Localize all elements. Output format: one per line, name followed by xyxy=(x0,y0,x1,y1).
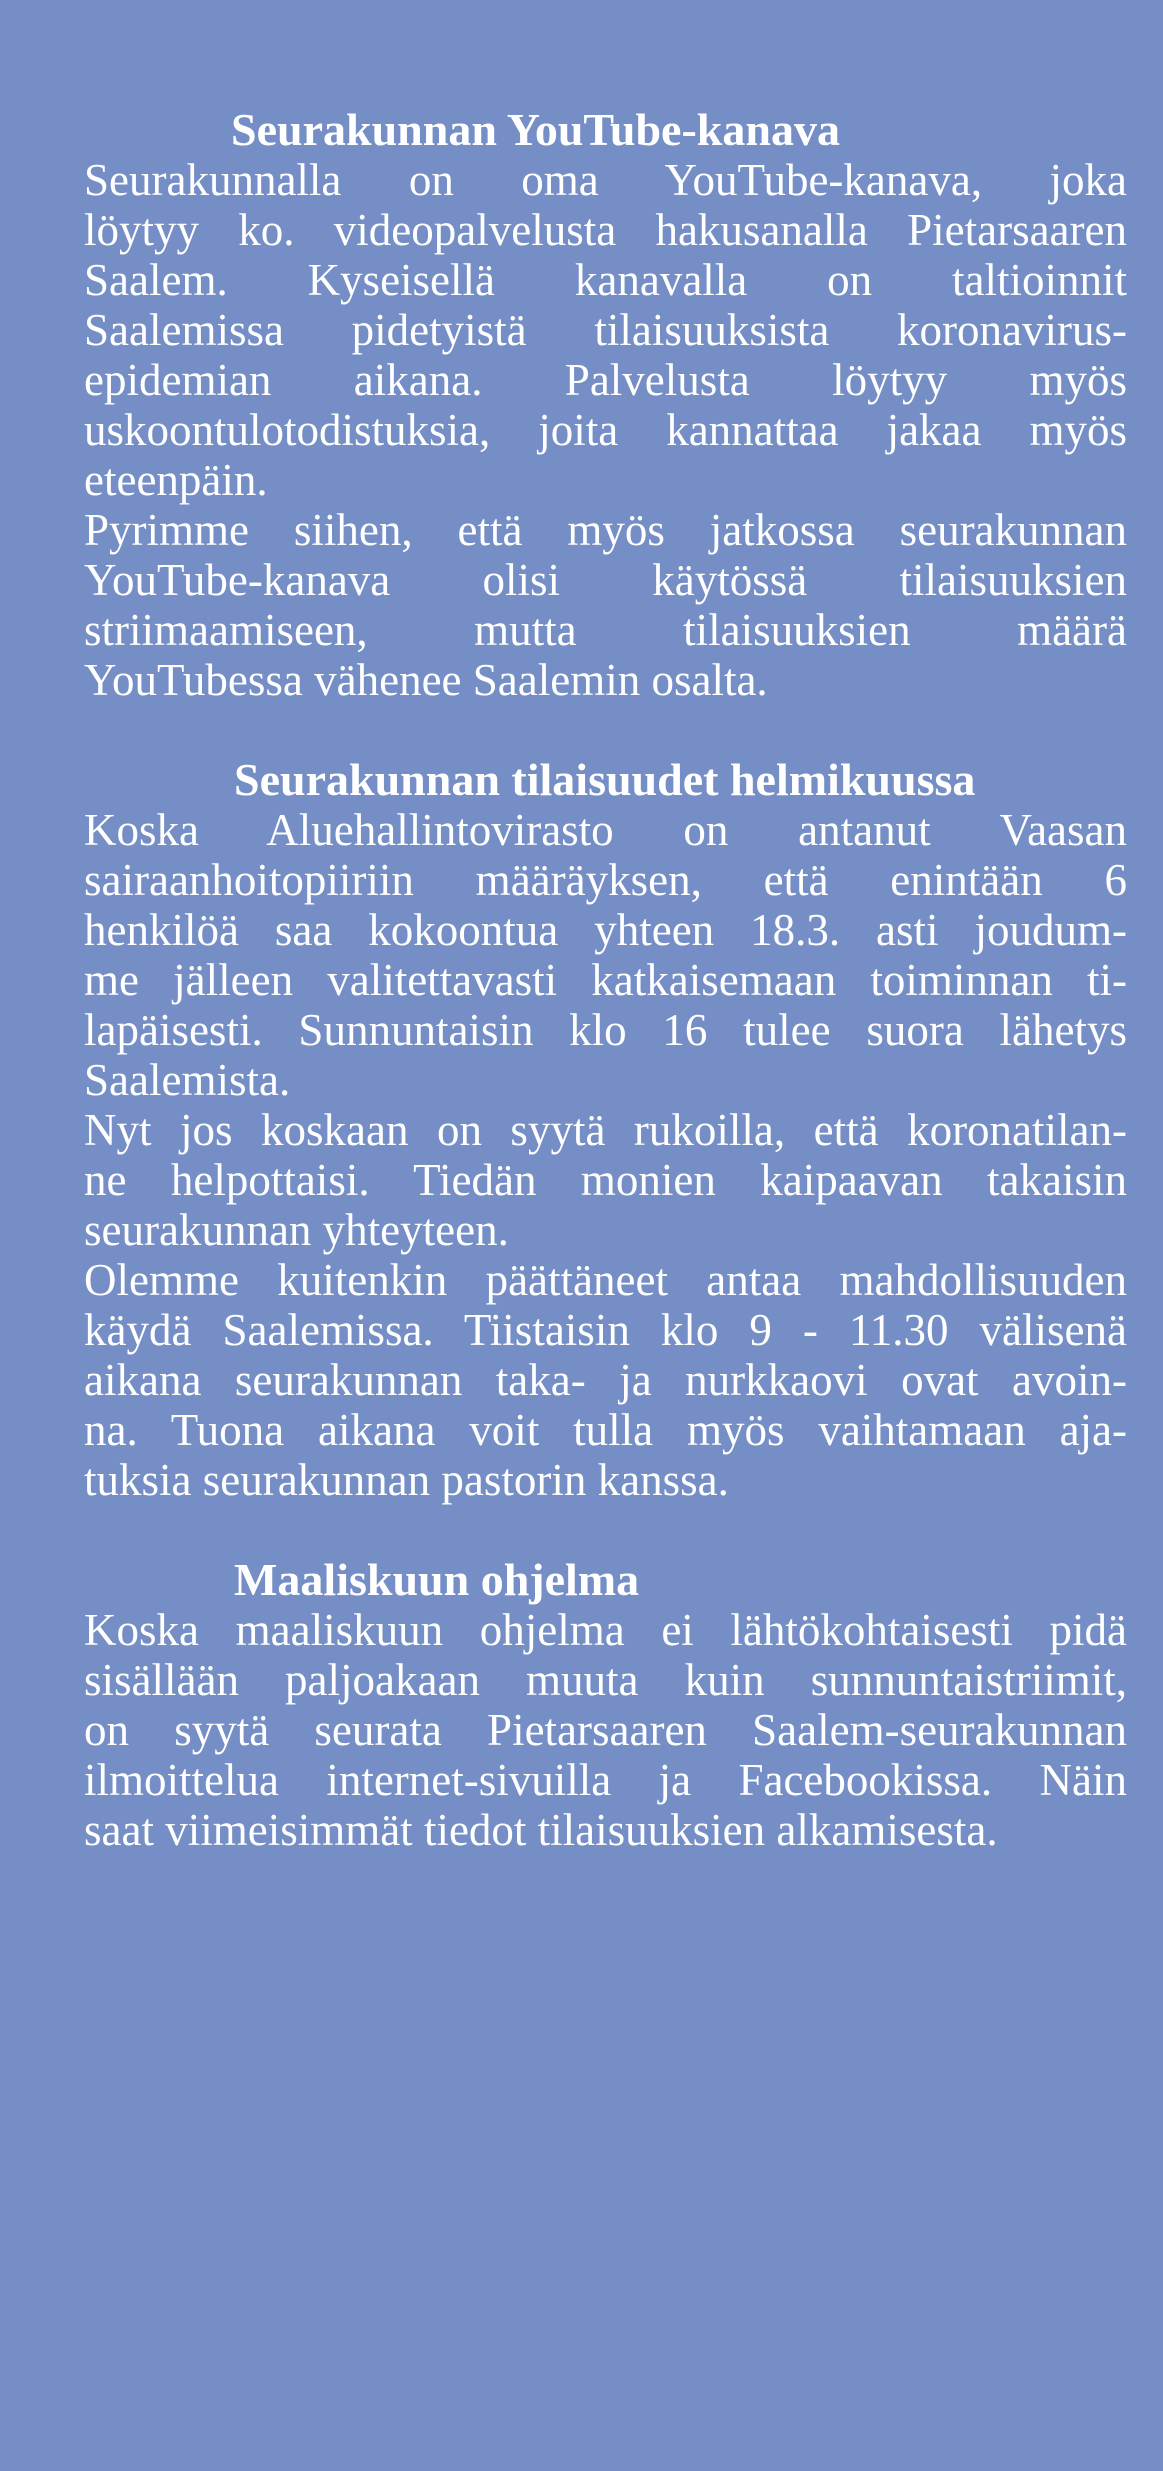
text-line: löytyy ko. videopalvelusta hakusanalla Pietarsaaren xyxy=(84,205,1127,255)
text-line: seurakunnan yhteyteen. xyxy=(84,1205,509,1255)
text-line: lapäisesti. Sunnuntaisin klo 16 tulee suora lähetys xyxy=(84,1005,1127,1055)
text-line: Saalemista. xyxy=(84,1055,291,1105)
text-line: eteenpäin. xyxy=(84,455,268,505)
section-youtube xyxy=(84,105,1127,705)
section-heading: Seurakunnan YouTube-kanava xyxy=(231,104,840,155)
paragraph xyxy=(84,1255,1127,1505)
text-line: Koska Aluehallintovirasto on antanut Vaasan xyxy=(84,805,1127,855)
text-line: henkilöä saa kokoontua yhteen 18.3. asti joudum- xyxy=(84,905,1127,955)
text-line: YouTube-kanava olisi käytössä tilaisuuksien xyxy=(84,555,1127,605)
text-line: Koska maaliskuun ohjelma ei lähtökohtaisesti pidä xyxy=(84,1605,1127,1655)
text-line: saat viimeisimmät tiedot tilaisuuksien alkamisesta. xyxy=(84,1805,998,1855)
text-line: na. Tuona aikana voit tulla myös vaihtamaan aja- xyxy=(84,1405,1127,1455)
text-line: ilmoittelua internet-sivuilla ja Facebookissa. Näin xyxy=(84,1755,1127,1805)
text-line: Saalemissa pidetyistä tilaisuuksista koronavirus- xyxy=(84,305,1127,355)
section-february-events xyxy=(84,755,1127,1505)
text-line: Seurakunnalla on oma YouTube-kanava, joka xyxy=(84,155,1127,205)
text-line: aikana seurakunnan taka- ja nurkkaovi ovat avoin- xyxy=(84,1355,1127,1405)
text-line: ne helpottaisi. Tiedän monien kaipaavan takaisin xyxy=(84,1155,1127,1205)
section-march-program xyxy=(84,1555,1127,1855)
paragraph xyxy=(84,1105,1127,1255)
section-heading: Seurakunnan tilaisuudet helmikuussa xyxy=(234,754,976,805)
text-line: Pyrimme siihen, että myös jatkossa seurakunnan xyxy=(84,505,1127,555)
paragraph xyxy=(84,1605,1127,1855)
text-line: on syytä seurata Pietarsaaren Saalem-seurakunnan xyxy=(84,1705,1127,1755)
text-line: Olemme kuitenkin päättäneet antaa mahdollisuuden xyxy=(84,1255,1127,1305)
text-line: YouTubessa vähenee Saalemin osalta. xyxy=(84,655,768,705)
text-line: sisällään paljoakaan muuta kuin sunnuntaistriimit, xyxy=(84,1655,1127,1705)
paragraph xyxy=(84,505,1127,705)
section-heading: Maaliskuun ohjelma xyxy=(234,1554,640,1605)
text-line: tuksia seurakunnan pastorin kanssa. xyxy=(84,1455,729,1505)
text-line: sairaanhoitopiiriin määräyksen, että enintään 6 xyxy=(84,855,1127,905)
text-line: me jälleen valitettavasti katkaisemaan toiminnan ti- xyxy=(84,955,1127,1005)
text-line: Nyt jos koskaan on syytä rukoilla, että koronatilan- xyxy=(84,1105,1127,1155)
text-line: striimaamiseen, mutta tilaisuuksien määrä xyxy=(84,605,1127,655)
paragraph xyxy=(84,805,1127,1105)
text-line: käydä Saalemissa. Tiistaisin klo 9 - 11.30 välisenä xyxy=(84,1305,1127,1355)
text-line: Saalem. Kyseisellä kanavalla on taltioinnit xyxy=(84,255,1127,305)
text-line: epidemian aikana. Palvelusta löytyy myös xyxy=(84,355,1127,405)
text-line: uskoontulotodistuksia, joita kannattaa jakaa myös xyxy=(84,405,1127,455)
paragraph xyxy=(84,155,1127,505)
